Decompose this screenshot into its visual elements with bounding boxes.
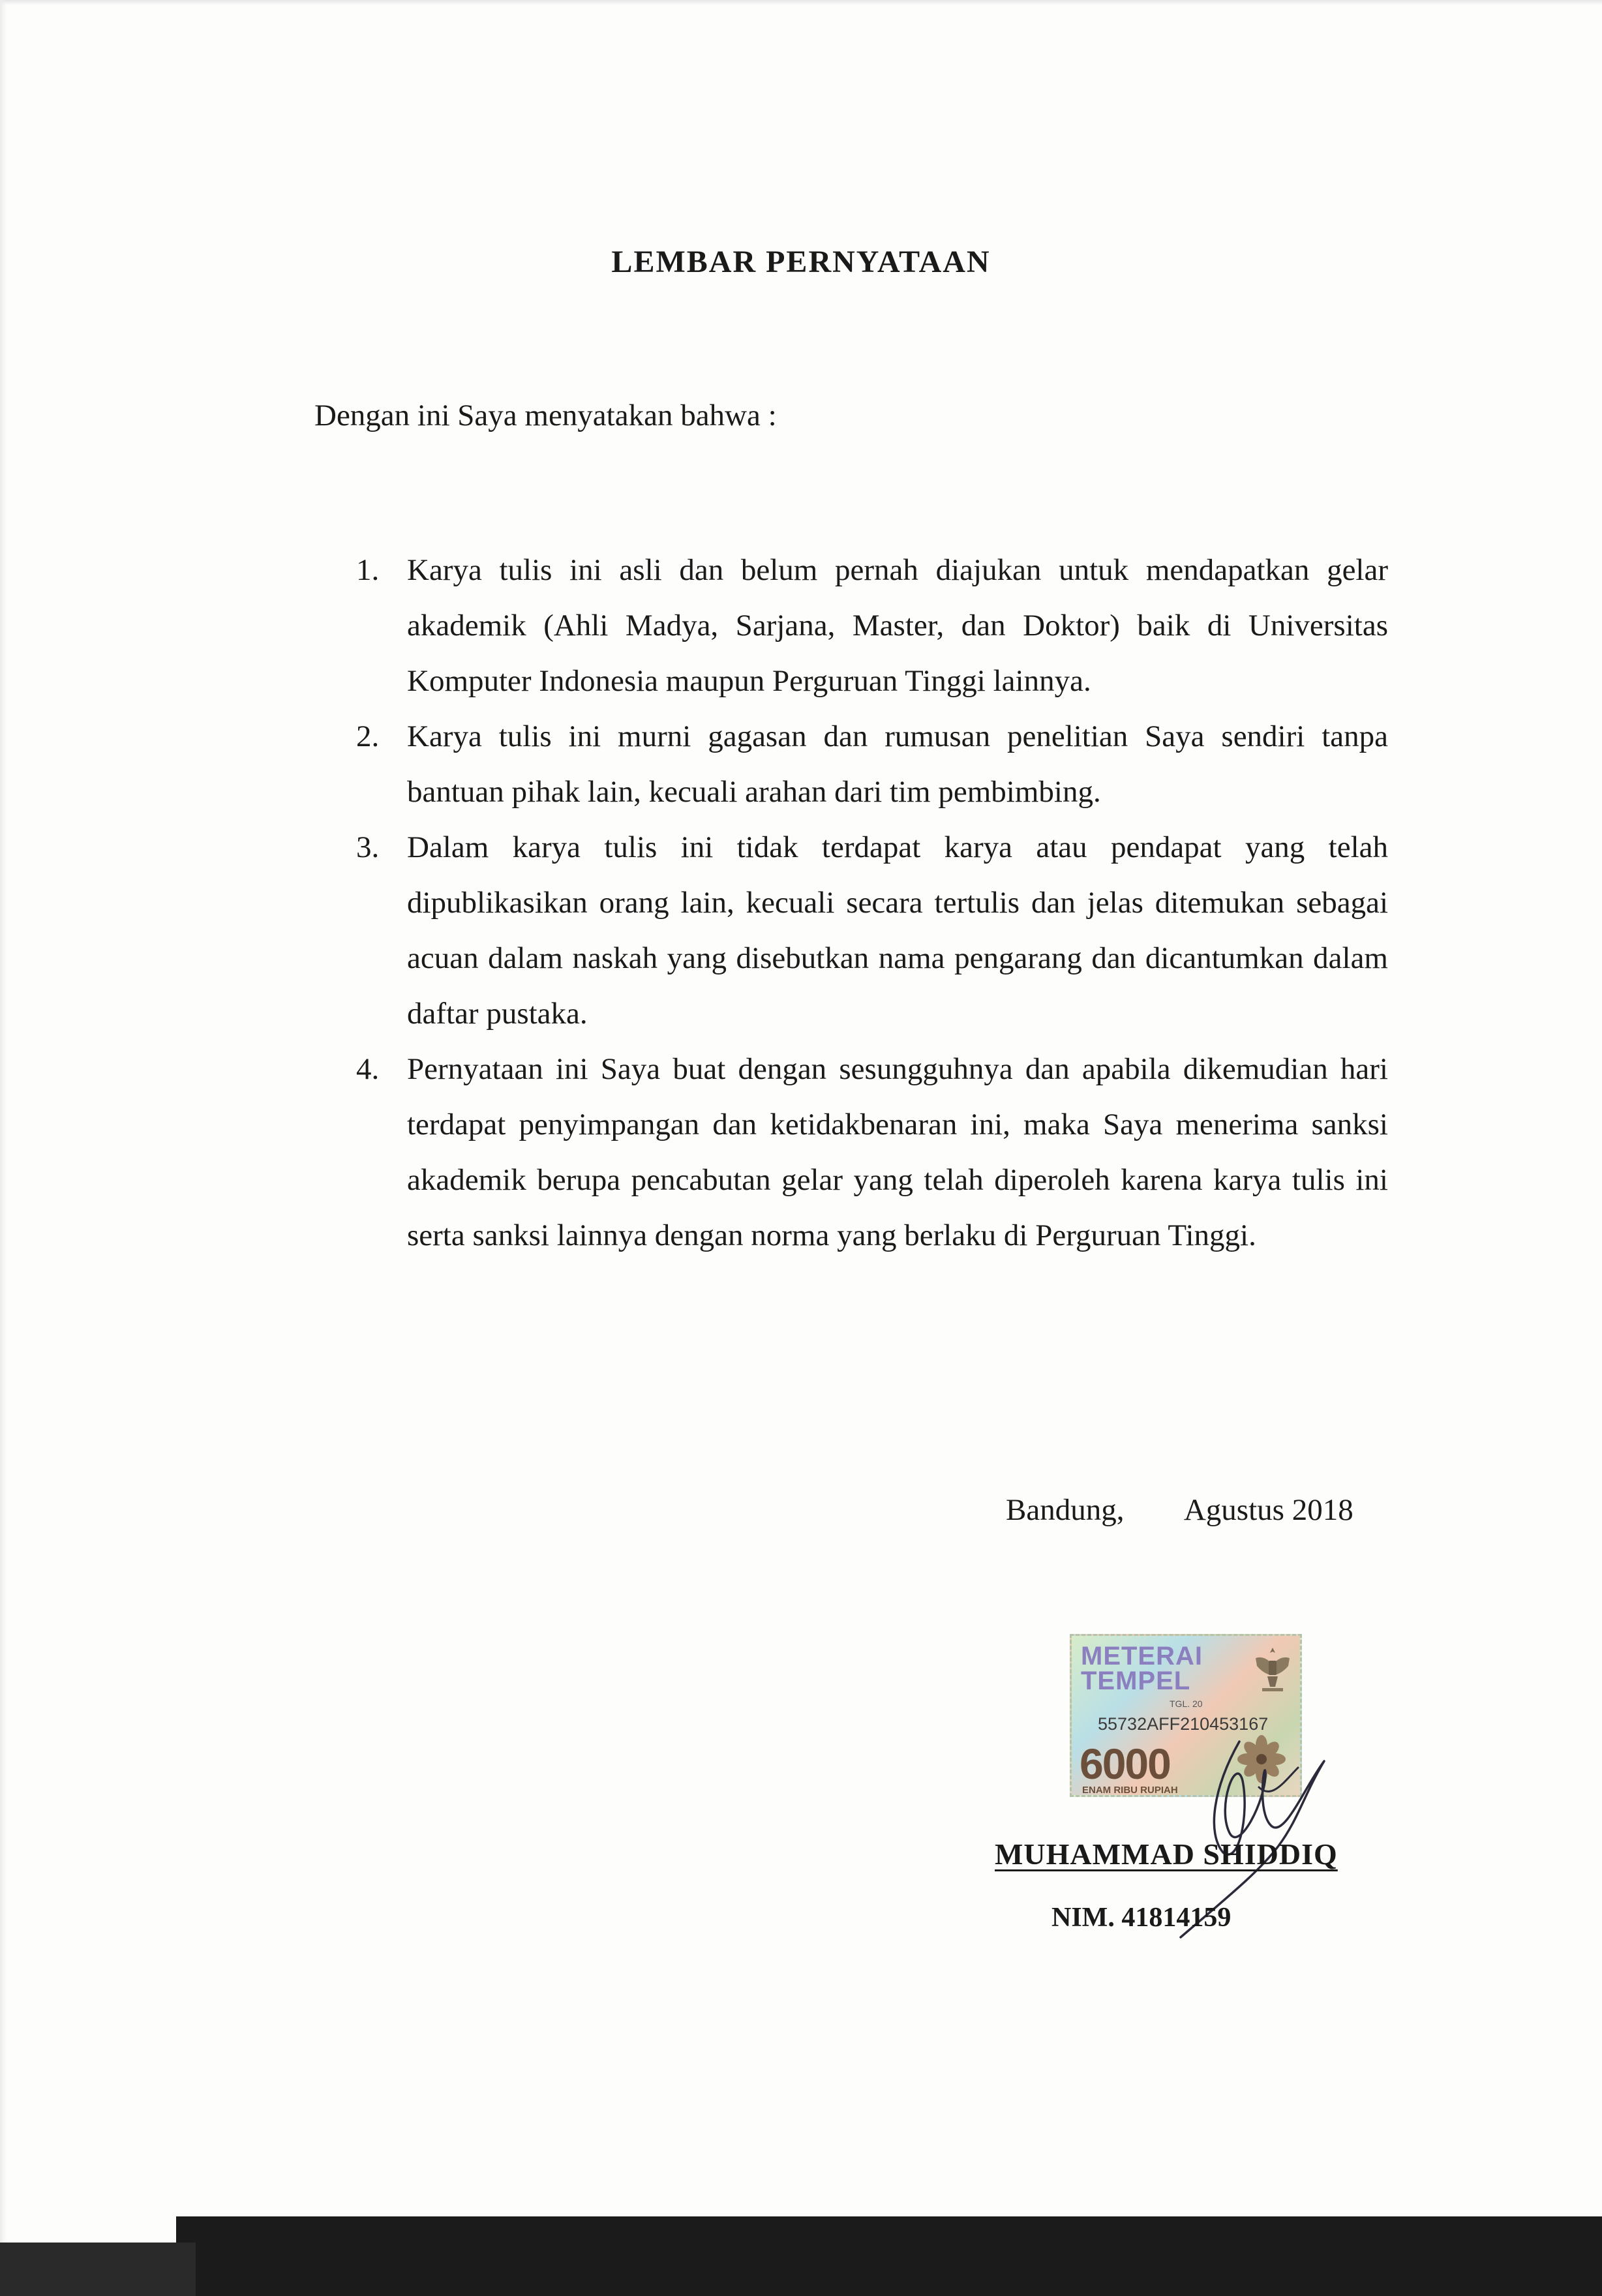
statement-list: [344, 543, 1388, 1263]
scan-bottom-shadow-edge: [0, 2243, 196, 2296]
item-text: Karya tulis ini murni gagasan dan rumusan penelitian Saya sendiri tanpa bantuan pihak lain, kecuali arahan dari tim pembimbing.: [407, 719, 1388, 809]
statement-item-1: [344, 543, 1388, 709]
item-number: 1.: [356, 553, 380, 587]
scan-left-edge: [0, 0, 7, 2296]
stamp-value: 6000: [1080, 1740, 1170, 1788]
stamp-serial-number: 55732AFF210453167: [1098, 1714, 1269, 1734]
item-number: 4.: [356, 1052, 380, 1086]
stamp-date-label: TGL. 20: [1170, 1699, 1203, 1709]
stamp-title-line-2: TEMPEL: [1081, 1667, 1191, 1695]
document-title: LEMBAR PERNYATAAN: [611, 245, 991, 279]
statement-item-4: [344, 1042, 1388, 1263]
date-line: Bandung, Agustus 2018: [1006, 1493, 1353, 1527]
scan-bottom-shadow: [176, 2216, 1602, 2296]
statement-item-2: [344, 709, 1388, 820]
stamp-value-words: ENAM RIBU RUPIAH: [1082, 1785, 1178, 1796]
signer-name: MUHAMMAD SHIDDIQ: [995, 1837, 1338, 1871]
item-number: 2.: [356, 719, 380, 753]
intro-text: Dengan ini Saya menyatakan bahwa :: [314, 399, 777, 432]
stamp-title-line-1: METERAI: [1081, 1642, 1203, 1670]
item-text: Pernyataan ini Saya buat dengan sesungguhnya dan apabila dikemudian hari terdapat penyimpangan dan ketidakbenaran ini, maka Saya menerima sanksi akademik berupa pencabutan gelar yang telah diperoleh karena karya tulis ini serta sanksi lainnya dengan norma yang berlaku di Perguruan Tinggi.: [407, 1052, 1388, 1252]
item-number: 3.: [356, 830, 380, 864]
item-text: Dalam karya tulis ini tidak terdapat karya atau pendapat yang telah dipublikasikan orang lain, kecuali secara tertulis dan jelas ditemukan sebagai acuan dalam naskah yang disebutkan nama pengarang dan dicantumkan dalam daftar pustaka.: [407, 830, 1388, 1031]
item-text: Karya tulis ini asli dan belum pernah diajukan untuk mendapatkan gelar akademik (Ahli Madya, Sarjana, Master, dan Doktor) baik di Universitas Komputer Indonesia maupun Perguruan Tinggi lainnya.: [407, 553, 1388, 698]
scan-top-edge: [0, 0, 1602, 5]
signer-id: NIM. 41814159: [1051, 1903, 1232, 1933]
statement-item-3: [344, 820, 1388, 1042]
